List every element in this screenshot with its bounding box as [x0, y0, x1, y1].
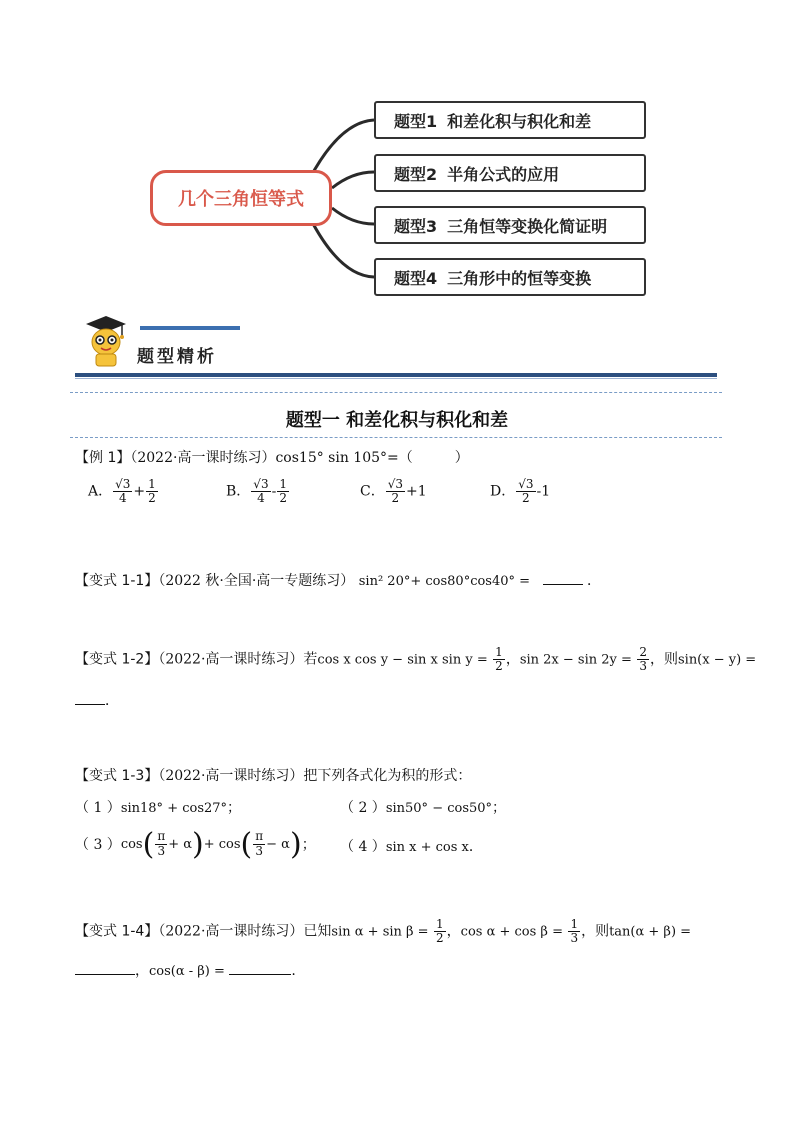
variant-source: （2022 秋·全国·高一专题练习） — [158, 573, 355, 589]
dashed-divider-top — [70, 392, 722, 393]
separator: ， — [135, 963, 149, 979]
header-divider-thin — [75, 378, 717, 379]
fraction — [568, 918, 580, 945]
option-letter: C． — [360, 483, 385, 500]
frac-den: 3 — [157, 843, 166, 858]
end-punct: ． — [586, 573, 601, 589]
option-letter: A． — [88, 483, 113, 500]
fraction — [516, 478, 535, 505]
separator: ， — [505, 651, 520, 668]
frac-num: √3 — [518, 477, 534, 491]
mindmap-branch-1 — [374, 101, 646, 139]
frac-den: 4 — [257, 491, 265, 506]
option-d[interactable] — [490, 478, 550, 505]
frac-num: π — [157, 829, 166, 844]
frac-num: 1 — [495, 645, 503, 659]
fraction — [113, 478, 132, 505]
example-expr: cos15° sin 105°=（ ） — [275, 450, 469, 466]
branch-text: 和差化积与积化和差 — [447, 111, 592, 131]
end-punct: . — [291, 963, 296, 979]
variant-text: 若 — [303, 651, 318, 668]
fraction — [253, 830, 265, 857]
mindmap-branch-2 — [374, 154, 646, 192]
branch-label: 题型3 — [394, 216, 438, 236]
fraction — [155, 830, 167, 857]
item-expr: sin18° + cos27° — [120, 801, 228, 816]
variant-text: 把下列各式化为积的形式： — [303, 768, 472, 784]
variant-expr: sin 2x − sin 2y = — [519, 652, 632, 668]
operator: + — [133, 483, 146, 500]
frac-den: 3 — [570, 931, 579, 946]
frac-num: 1 — [148, 477, 156, 491]
item-expr: sin50° − cos50° — [385, 801, 493, 816]
fraction — [251, 478, 270, 505]
end-punct: ； — [301, 837, 316, 853]
variant-1-2-blank-line — [75, 690, 119, 710]
end-punct: ． — [468, 839, 483, 855]
fraction — [277, 478, 289, 505]
variant-tag: 【变式 1-4】 — [75, 923, 159, 940]
item-number: （ 1 ） — [75, 800, 121, 816]
example-tag: 【例 1】 — [75, 450, 131, 466]
variant-tag: 【变式 1-3】 — [75, 768, 159, 784]
header-accent-bar — [140, 326, 240, 330]
end-punct: ； — [492, 800, 507, 816]
item-number: （ 3 ） — [75, 837, 121, 853]
end-punct: ． — [105, 693, 119, 709]
operator: - — [271, 483, 277, 500]
answer-blank[interactable] — [229, 974, 291, 975]
variant-source: （2022·高一课时练习） — [158, 651, 304, 668]
frac-den: 2 — [279, 491, 287, 506]
option-c[interactable] — [360, 478, 427, 505]
frac-num: π — [255, 829, 264, 844]
section-header-title: 题型精析 — [137, 347, 217, 367]
fraction — [146, 478, 158, 505]
item-number: （ 4 ） — [340, 839, 386, 855]
frac-num: 1 — [436, 917, 444, 931]
variant-expr: tan(α + β) = — [609, 924, 692, 940]
subitem-2 — [340, 797, 506, 817]
frac-num: √3 — [387, 477, 403, 491]
subitem-4 — [340, 836, 483, 856]
item-expr: + cos — [203, 836, 241, 852]
frac-num: 2 — [639, 645, 647, 659]
option-b[interactable] — [226, 478, 290, 505]
graduate-mascot-icon — [82, 312, 128, 368]
separator: ， — [446, 923, 461, 940]
mindmap-branch-4 — [374, 258, 646, 296]
mindmap-root-label: 几个三角恒等式 — [178, 189, 304, 210]
frac-den: 2 — [436, 931, 444, 946]
variant-text: ，则 — [581, 923, 610, 940]
variant-1-3 — [75, 765, 471, 785]
frac-num: 1 — [570, 917, 579, 931]
mindmap-branch-3 — [374, 206, 646, 244]
option-a[interactable] — [88, 478, 159, 505]
subitem-3: （ 3 ） cos ( $\frac{\pi}{3}$ + α ) + cos ( $\frac{\pi}{3}$ − α ) ； — [75, 826, 316, 862]
variant-expr: sin(x − y) = — [677, 652, 757, 668]
fraction — [386, 478, 405, 505]
variant-1-4-blank-line — [75, 960, 296, 980]
fraction — [493, 646, 505, 673]
variant-tag: 【变式 1-2】 — [75, 651, 159, 668]
option-letter: B． — [226, 483, 251, 500]
end-punct: ； — [227, 800, 242, 816]
frac-num: √3 — [115, 477, 131, 491]
operator: +1 — [406, 483, 427, 500]
variant-text: 已知 — [303, 923, 332, 940]
branch-text: 半角公式的应用 — [447, 164, 560, 184]
variant-1-1 — [75, 570, 601, 590]
example-1 — [75, 447, 469, 467]
fraction — [637, 646, 649, 673]
subitem-1 — [75, 797, 241, 817]
item-expr: + α — [168, 836, 193, 852]
frac-den: 2 — [391, 491, 400, 506]
cos-func: cos — [120, 836, 143, 852]
variant-expr: cos α + cos β = — [460, 924, 563, 940]
variant-1-4 — [75, 918, 691, 945]
branch-label: 题型2 — [394, 164, 438, 184]
variant-expr: sin α + sin β = — [331, 924, 429, 940]
variant-expr: sin² 20°+ cos80°cos40° = — [358, 574, 531, 589]
branch-text: 三角恒等变换化简证明 — [447, 216, 608, 236]
frac-den: 4 — [118, 491, 127, 506]
fraction — [434, 918, 446, 945]
frac-den: 2 — [495, 659, 503, 674]
example-source: （2022·高一课时练习） — [130, 450, 276, 466]
variant-text: ，则 — [649, 651, 678, 668]
dashed-divider-bottom — [70, 437, 722, 438]
frac-den: 2 — [148, 491, 156, 506]
frac-den: 3 — [255, 843, 264, 858]
branch-label: 题型1 — [394, 111, 438, 131]
answer-blank[interactable] — [75, 974, 135, 975]
branch-text: 三角形中的恒等变换 — [447, 268, 592, 288]
variant-expr: cos(α - β) = — [149, 964, 225, 979]
variant-source: （2022·高一课时练习） — [158, 768, 304, 784]
item-expr: sin x + cos x — [385, 840, 469, 855]
variant-tag: 【变式 1-1】 — [75, 573, 159, 589]
item-expr: − α — [266, 836, 290, 852]
variant-1-2 — [75, 646, 756, 673]
branch-label: 题型4 — [394, 268, 438, 288]
frac-den: 3 — [639, 659, 647, 674]
item-number: （ 2 ） — [340, 800, 386, 816]
topic-heading: 题型一 和差化积与积化和差 — [285, 410, 509, 431]
frac-num: √3 — [253, 477, 269, 491]
answer-blank[interactable] — [75, 704, 105, 705]
frac-num: 1 — [279, 477, 287, 491]
operator: -1 — [536, 483, 551, 500]
mindmap-root — [150, 170, 332, 226]
option-letter: D． — [490, 483, 516, 500]
frac-den: 2 — [522, 491, 530, 506]
variant-expr: cos x cos y − sin x sin y = — [317, 652, 488, 668]
answer-blank[interactable] — [543, 584, 583, 585]
header-divider — [75, 373, 717, 377]
variant-source: （2022·高一课时练习） — [158, 923, 304, 940]
